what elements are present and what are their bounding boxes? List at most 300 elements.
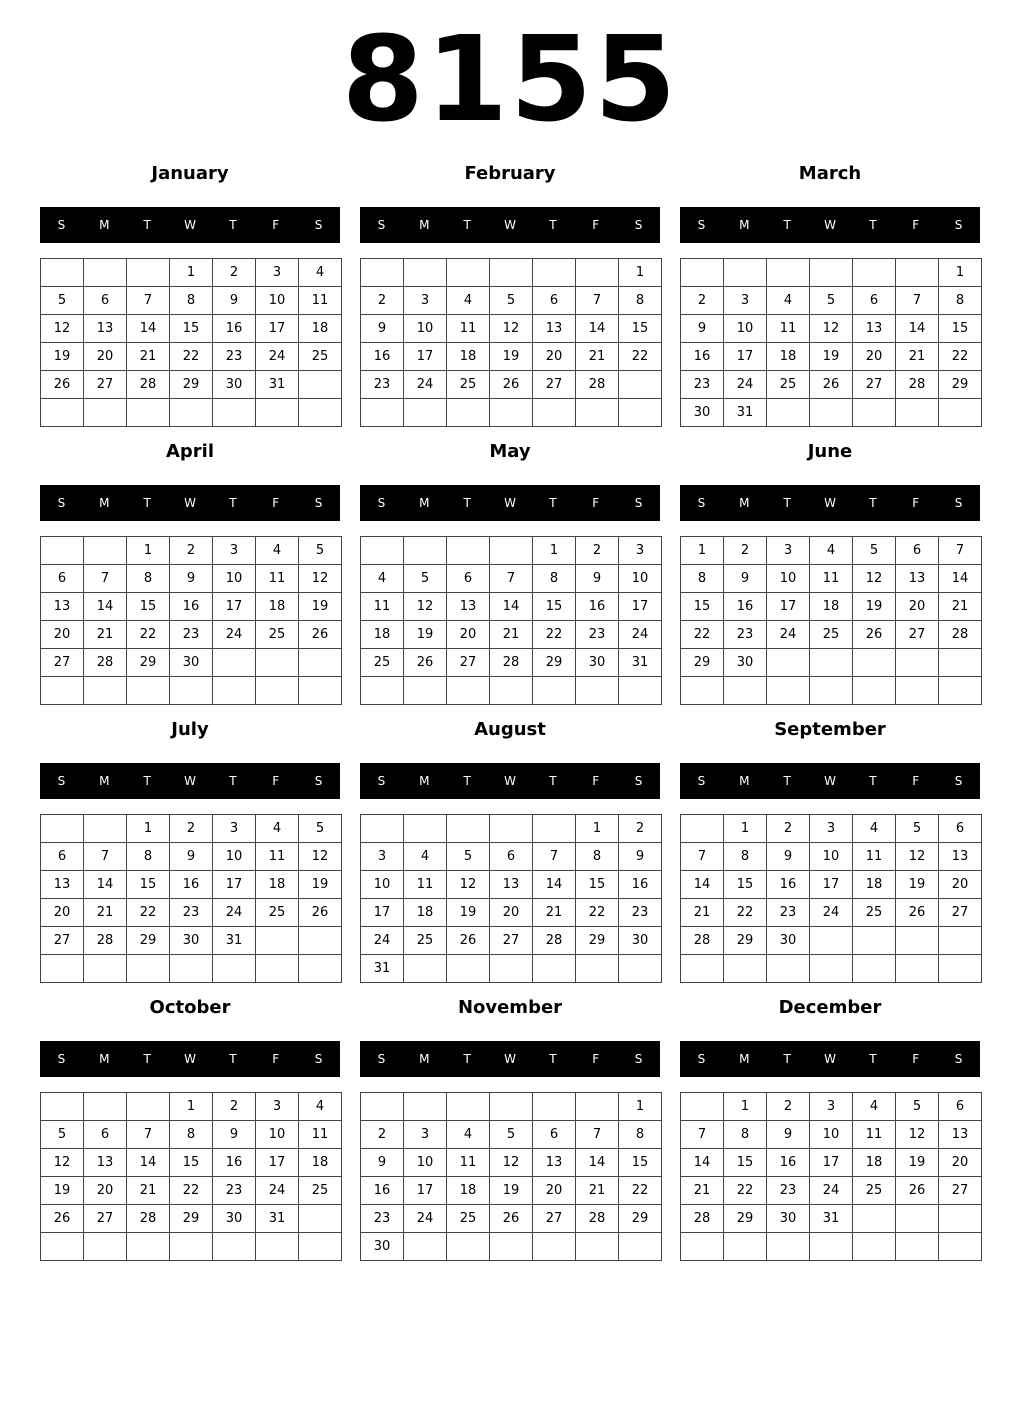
day-cell: 11	[447, 1149, 490, 1177]
day-cell: 4	[361, 565, 404, 593]
day-cell: 23	[361, 1205, 404, 1233]
week-row	[41, 815, 342, 843]
day-cell: 20	[853, 343, 896, 371]
day-cell	[619, 399, 662, 427]
day-cell: 19	[447, 899, 490, 927]
day-cell: 11	[853, 1121, 896, 1149]
day-cell	[213, 1233, 256, 1261]
day-cell: 8	[619, 1121, 662, 1149]
day-cell: 24	[213, 621, 256, 649]
day-cell: 28	[576, 371, 619, 399]
week-row	[41, 1205, 342, 1233]
day-cell: 10	[619, 565, 662, 593]
day-cell	[853, 259, 896, 287]
day-cell: 4	[767, 287, 810, 315]
day-cell: 17	[213, 871, 256, 899]
day-cell: 25	[256, 621, 299, 649]
day-grid	[360, 1092, 662, 1261]
day-cell: 21	[127, 343, 170, 371]
day-cell: 18	[256, 593, 299, 621]
day-cell: 6	[41, 565, 84, 593]
day-cell: 28	[681, 927, 724, 955]
day-cell	[170, 399, 213, 427]
week-row	[681, 259, 982, 287]
day-cell: 31	[619, 649, 662, 677]
day-cell	[896, 955, 939, 983]
day-cell: 12	[896, 843, 939, 871]
weekday-header	[40, 207, 340, 243]
month-august	[360, 714, 660, 984]
month-march	[680, 158, 980, 428]
day-cell	[256, 677, 299, 705]
day-cell: 15	[127, 593, 170, 621]
day-cell: 26	[490, 371, 533, 399]
day-cell: 4	[404, 843, 447, 871]
day-cell: 3	[256, 259, 299, 287]
day-cell: 12	[490, 1149, 533, 1177]
week-row	[681, 315, 982, 343]
day-cell: 24	[256, 1177, 299, 1205]
day-cell	[810, 927, 853, 955]
day-cell: 17	[724, 343, 767, 371]
day-cell: 4	[810, 537, 853, 565]
day-cell	[853, 399, 896, 427]
weekday-label: M	[99, 218, 110, 232]
day-cell: 19	[41, 1177, 84, 1205]
day-grid	[360, 814, 662, 983]
weekday-label: T	[143, 218, 151, 232]
day-cell: 20	[939, 871, 982, 899]
weekday-label: S	[634, 496, 643, 510]
day-cell: 20	[41, 899, 84, 927]
day-cell: 30	[213, 1205, 256, 1233]
day-cell: 20	[490, 899, 533, 927]
week-row	[361, 537, 662, 565]
week-row	[41, 621, 342, 649]
day-cell: 31	[256, 1205, 299, 1233]
day-cell: 12	[299, 565, 342, 593]
day-cell	[447, 955, 490, 983]
week-row	[681, 399, 982, 427]
day-cell: 25	[361, 649, 404, 677]
weekday-label: S	[954, 496, 963, 510]
weekday-label: F	[912, 774, 920, 788]
day-cell: 10	[404, 1149, 447, 1177]
day-cell: 18	[361, 621, 404, 649]
day-cell: 11	[767, 315, 810, 343]
day-cell: 21	[127, 1177, 170, 1205]
day-cell: 7	[84, 843, 127, 871]
weekday-label: F	[912, 496, 920, 510]
day-cell	[810, 1233, 853, 1261]
weekday-label: M	[99, 774, 110, 788]
weekday-label: S	[634, 774, 643, 788]
month-january	[40, 158, 340, 428]
day-cell: 5	[404, 565, 447, 593]
day-cell: 8	[939, 287, 982, 315]
week-row	[41, 1093, 342, 1121]
day-cell: 4	[256, 815, 299, 843]
day-cell	[84, 815, 127, 843]
day-cell: 29	[619, 1205, 662, 1233]
day-cell: 4	[299, 259, 342, 287]
day-grid	[40, 258, 342, 427]
week-row	[361, 343, 662, 371]
day-cell	[127, 955, 170, 983]
day-cell	[299, 927, 342, 955]
week-row	[41, 343, 342, 371]
day-cell	[213, 677, 256, 705]
day-cell: 25	[299, 343, 342, 371]
day-cell: 5	[299, 537, 342, 565]
day-cell	[299, 399, 342, 427]
weekday-label: S	[377, 774, 386, 788]
day-cell	[533, 815, 576, 843]
day-cell: 26	[810, 371, 853, 399]
week-row	[681, 1233, 982, 1261]
day-cell	[84, 1093, 127, 1121]
day-cell: 9	[170, 565, 213, 593]
day-cell: 3	[213, 537, 256, 565]
day-cell: 17	[619, 593, 662, 621]
day-cell: 10	[256, 287, 299, 315]
week-row	[361, 315, 662, 343]
day-cell: 5	[490, 287, 533, 315]
day-cell: 3	[724, 287, 767, 315]
week-row	[361, 1093, 662, 1121]
weekday-label: T	[783, 774, 791, 788]
day-cell: 8	[724, 1121, 767, 1149]
day-cell: 15	[619, 315, 662, 343]
month-name: August	[474, 719, 546, 740]
week-row	[361, 399, 662, 427]
day-cell: 29	[681, 649, 724, 677]
day-cell	[576, 955, 619, 983]
day-cell: 2	[170, 537, 213, 565]
month-name: February	[464, 163, 556, 184]
day-cell	[256, 399, 299, 427]
week-row	[41, 259, 342, 287]
day-cell	[576, 677, 619, 705]
day-cell: 3	[404, 287, 447, 315]
day-cell	[533, 1093, 576, 1121]
day-cell: 15	[724, 871, 767, 899]
day-cell	[256, 955, 299, 983]
day-cell: 20	[84, 343, 127, 371]
day-cell: 17	[404, 1177, 447, 1205]
day-cell: 18	[299, 1149, 342, 1177]
day-cell: 31	[213, 927, 256, 955]
day-cell	[41, 259, 84, 287]
day-cell: 25	[256, 899, 299, 927]
month-may	[360, 436, 660, 706]
day-cell: 3	[213, 815, 256, 843]
weekday-header	[40, 1041, 340, 1077]
day-cell: 5	[896, 815, 939, 843]
day-cell: 14	[490, 593, 533, 621]
day-cell: 22	[533, 621, 576, 649]
day-cell: 13	[939, 843, 982, 871]
day-cell	[361, 537, 404, 565]
weekday-header	[680, 1041, 980, 1077]
week-row	[361, 371, 662, 399]
day-cell: 1	[724, 1093, 767, 1121]
day-grid	[360, 536, 662, 705]
weekday-header	[360, 1041, 660, 1077]
day-cell: 6	[84, 287, 127, 315]
day-cell	[939, 649, 982, 677]
day-cell	[361, 1093, 404, 1121]
weekday-label: T	[869, 218, 877, 232]
day-cell: 25	[853, 1177, 896, 1205]
day-cell: 23	[213, 1177, 256, 1205]
day-cell	[127, 259, 170, 287]
day-cell: 3	[810, 1093, 853, 1121]
day-cell: 10	[724, 315, 767, 343]
day-cell: 22	[127, 899, 170, 927]
day-cell: 7	[681, 843, 724, 871]
day-cell: 5	[41, 1121, 84, 1149]
month-name: May	[489, 441, 531, 462]
day-cell	[853, 927, 896, 955]
day-cell: 21	[576, 1177, 619, 1205]
week-row	[41, 899, 342, 927]
day-cell: 13	[41, 593, 84, 621]
weekday-label: S	[954, 1052, 963, 1066]
weekday-label: W	[184, 774, 196, 788]
day-cell	[619, 1233, 662, 1261]
day-cell: 13	[447, 593, 490, 621]
day-grid	[40, 1092, 342, 1261]
week-row	[41, 955, 342, 983]
day-cell: 20	[533, 1177, 576, 1205]
week-row	[681, 1093, 982, 1121]
weekday-label: T	[229, 774, 237, 788]
day-cell: 16	[724, 593, 767, 621]
weekday-label: T	[463, 1052, 471, 1066]
day-cell	[299, 1205, 342, 1233]
day-cell	[361, 677, 404, 705]
day-cell: 4	[853, 1093, 896, 1121]
weekday-label: W	[184, 218, 196, 232]
day-cell	[41, 1093, 84, 1121]
day-cell: 7	[681, 1121, 724, 1149]
day-cell	[447, 1093, 490, 1121]
day-cell: 30	[681, 399, 724, 427]
weekday-label: S	[954, 218, 963, 232]
day-cell	[404, 399, 447, 427]
day-cell: 13	[41, 871, 84, 899]
day-cell: 21	[533, 899, 576, 927]
day-cell	[213, 649, 256, 677]
day-cell: 30	[767, 1205, 810, 1233]
day-cell: 7	[533, 843, 576, 871]
month-name: September	[774, 719, 886, 740]
month-name: June	[807, 441, 853, 462]
day-cell: 17	[767, 593, 810, 621]
month-name: July	[171, 719, 209, 740]
day-cell: 20	[896, 593, 939, 621]
weekday-header	[360, 485, 660, 521]
day-cell: 5	[853, 537, 896, 565]
day-cell: 10	[767, 565, 810, 593]
weekday-label: S	[634, 1052, 643, 1066]
day-cell: 4	[853, 815, 896, 843]
day-cell: 19	[896, 1149, 939, 1177]
day-cell: 14	[576, 1149, 619, 1177]
day-cell: 26	[896, 899, 939, 927]
week-row	[41, 1233, 342, 1261]
week-row	[41, 399, 342, 427]
day-cell: 29	[533, 649, 576, 677]
week-row	[361, 871, 662, 899]
day-cell: 1	[170, 259, 213, 287]
week-row	[41, 927, 342, 955]
day-cell	[299, 649, 342, 677]
day-cell	[576, 1093, 619, 1121]
day-cell: 21	[490, 621, 533, 649]
week-row	[361, 649, 662, 677]
day-cell	[576, 259, 619, 287]
day-cell	[170, 677, 213, 705]
day-cell: 9	[170, 843, 213, 871]
weekday-label: M	[419, 774, 430, 788]
day-cell: 17	[404, 343, 447, 371]
day-cell: 10	[810, 1121, 853, 1149]
week-row	[681, 537, 982, 565]
day-cell: 12	[810, 315, 853, 343]
day-cell	[299, 677, 342, 705]
day-cell	[361, 815, 404, 843]
day-cell: 16	[170, 593, 213, 621]
day-cell: 16	[213, 1149, 256, 1177]
day-cell: 16	[767, 1149, 810, 1177]
day-cell: 15	[939, 315, 982, 343]
day-cell: 31	[361, 955, 404, 983]
day-cell: 13	[84, 315, 127, 343]
day-cell: 11	[404, 871, 447, 899]
weekday-header	[360, 207, 660, 243]
day-cell: 23	[767, 1177, 810, 1205]
day-cell: 15	[681, 593, 724, 621]
day-cell: 1	[127, 815, 170, 843]
day-cell	[810, 399, 853, 427]
day-cell	[533, 399, 576, 427]
week-row	[681, 955, 982, 983]
day-cell: 2	[767, 815, 810, 843]
day-cell: 16	[361, 1177, 404, 1205]
day-cell: 9	[361, 315, 404, 343]
day-cell: 7	[84, 565, 127, 593]
day-cell	[127, 1233, 170, 1261]
day-cell: 22	[724, 899, 767, 927]
day-cell: 1	[127, 537, 170, 565]
week-row	[681, 621, 982, 649]
day-cell: 18	[853, 871, 896, 899]
day-cell: 27	[84, 1205, 127, 1233]
day-cell: 9	[767, 843, 810, 871]
day-cell: 24	[767, 621, 810, 649]
day-cell: 3	[404, 1121, 447, 1149]
day-cell	[84, 399, 127, 427]
day-cell: 13	[939, 1121, 982, 1149]
day-cell: 30	[170, 649, 213, 677]
week-row	[361, 843, 662, 871]
weekday-label: S	[697, 1052, 706, 1066]
weekday-label: F	[592, 1052, 600, 1066]
day-cell: 22	[170, 1177, 213, 1205]
weekday-label: S	[697, 774, 706, 788]
day-cell: 21	[681, 899, 724, 927]
day-cell	[84, 955, 127, 983]
day-cell: 29	[576, 927, 619, 955]
day-cell: 21	[896, 343, 939, 371]
day-cell: 2	[361, 1121, 404, 1149]
day-cell	[84, 259, 127, 287]
day-cell	[853, 677, 896, 705]
day-cell: 18	[810, 593, 853, 621]
day-cell	[361, 259, 404, 287]
weekday-label: W	[504, 1052, 516, 1066]
day-cell	[681, 259, 724, 287]
day-cell	[576, 399, 619, 427]
day-cell	[41, 955, 84, 983]
weekday-label: F	[592, 774, 600, 788]
day-cell	[939, 1205, 982, 1233]
weekday-label: T	[463, 496, 471, 510]
day-cell: 14	[127, 1149, 170, 1177]
day-cell: 30	[576, 649, 619, 677]
day-cell: 17	[256, 315, 299, 343]
weekday-label: T	[463, 774, 471, 788]
day-cell: 2	[170, 815, 213, 843]
day-cell	[170, 955, 213, 983]
day-cell	[447, 537, 490, 565]
day-cell: 5	[41, 287, 84, 315]
week-row	[41, 593, 342, 621]
day-cell: 17	[213, 593, 256, 621]
day-cell: 6	[41, 843, 84, 871]
day-cell: 14	[939, 565, 982, 593]
week-row	[361, 1233, 662, 1261]
weekday-label: M	[739, 218, 750, 232]
day-grid	[680, 536, 982, 705]
weekday-header	[40, 763, 340, 799]
day-cell: 20	[939, 1149, 982, 1177]
day-cell: 4	[447, 1121, 490, 1149]
day-cell: 22	[724, 1177, 767, 1205]
weekday-label: M	[99, 496, 110, 510]
weekday-label: M	[739, 1052, 750, 1066]
weekday-label: T	[229, 1052, 237, 1066]
day-cell: 22	[681, 621, 724, 649]
weekday-header	[40, 485, 340, 521]
day-cell: 17	[256, 1149, 299, 1177]
day-cell: 1	[533, 537, 576, 565]
day-cell: 26	[896, 1177, 939, 1205]
day-cell: 1	[619, 259, 662, 287]
day-cell	[767, 259, 810, 287]
week-row	[681, 593, 982, 621]
week-row	[681, 649, 982, 677]
day-cell	[767, 1233, 810, 1261]
day-cell	[299, 371, 342, 399]
weekday-label: T	[783, 1052, 791, 1066]
weekday-label: M	[99, 1052, 110, 1066]
day-cell	[853, 1205, 896, 1233]
day-cell: 2	[213, 259, 256, 287]
day-cell: 3	[361, 843, 404, 871]
